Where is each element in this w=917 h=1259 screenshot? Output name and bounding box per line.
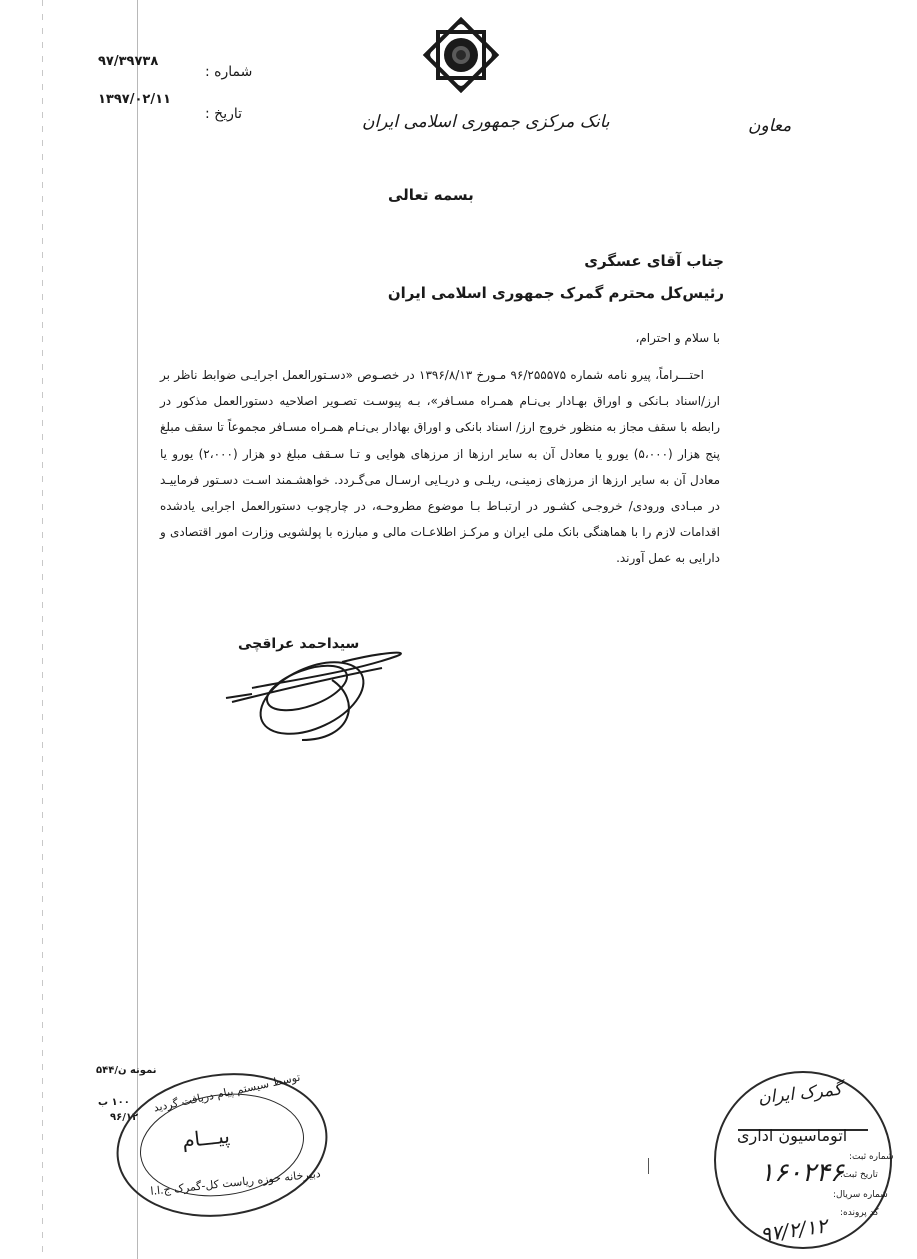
- file-code-value: ۹۷/۲/۱۲: [758, 1213, 829, 1247]
- stamp-center-word: پیـــام: [180, 1123, 231, 1153]
- bank-name: بانک مرکزی جمهوری اسلامی ایران: [362, 112, 610, 132]
- reg-no-label: شماره ثبت:: [849, 1152, 894, 1162]
- stamp-ring-text: توسط سیستم پیام دریافت گردید: [152, 1070, 302, 1115]
- central-bank-logo-icon: [420, 14, 502, 96]
- letter-number-label: شماره :: [205, 64, 253, 80]
- stamp-code-line: ۱۰۰ ب: [98, 1097, 130, 1108]
- automation-stamp-title: اتوماسیون اداری: [737, 1126, 848, 1145]
- serial-label: شماره سریال:: [833, 1190, 888, 1200]
- stamp-form-code: نمونه ن/۵۴۴: [96, 1065, 157, 1076]
- signatory-name: سیداحمد عراقچی: [238, 636, 360, 652]
- reg-no-value: ۱۶۰۲۴۶: [760, 1158, 844, 1188]
- greeting: با سلام و احترام،: [635, 331, 720, 345]
- reg-date-label: تاریخ ثبت:: [840, 1170, 878, 1180]
- letter-date-value: ۱۳۹۷/۰۲/۱۱: [98, 92, 171, 107]
- automation-stamp-top: گمرک ایران: [757, 1079, 843, 1109]
- recipient-name: جناب آقای عسگری: [584, 252, 724, 270]
- letter-date-label: تاریخ :: [205, 106, 243, 122]
- stamp-code-line-2: ۹۶/۱۲: [110, 1112, 139, 1123]
- letter-body: [160, 362, 720, 572]
- invocation: بسمه تعالی: [388, 186, 474, 204]
- recipient-title: رئیس‌کل محترم گمرک جمهوری اسلامی ایران: [387, 284, 724, 302]
- deputy-label: معاون: [748, 116, 792, 136]
- handwritten-signature: [212, 640, 412, 750]
- letter-number-value: ۹۷/۳۹۷۳۸: [98, 54, 159, 69]
- stamp-bottom-ring: دبیرخانه حوزه ریاست کل-گمرک ج.ا.ا: [149, 1167, 322, 1198]
- file-code-label: کد پرونده:: [840, 1208, 879, 1218]
- tick-mark: [648, 1158, 649, 1174]
- page-edge-line: [42, 0, 43, 1259]
- body-paragraph: احتـــراماً، پیرو نامه شماره ۹۶/۲۵۵۵۷۵ مـورخ ۱۳۹۶/۸/۱۳ در خصـوص «دسـتورالعمل اجرایـی ضوابط ناظر بر ارز/اسناد بـانکی و اوراق بهـادار بی‌نـام همـراه مسـافر»، بـه پیوسـت تصـویر اصلاحیه دستورالعمل مذکور در رابطه با سقف مجاز به منظور خروج ارز/ اسناد بانکی و اوراق بهادار بی‌نـام همـراه مسـافر مجموعاً تا سقف مبلغ پنج هزار (۵،۰۰۰) یورو یا معادل آن به سایر ارزها از مرزهای هوایی و تـا سـقف مبلغ دو هزار (۲،۰۰۰) یورو یا معادل آن به سایر ارزها از مرزهای زمینـی، ریلـی و دریـایی ارسـال می‌گـردد. خواهشـمند اسـت دسـتور فرماییـد در مبـادی ورودی/ خروجـی کشـور در ارتبـاط بـا موضوع مطروحـه، در چارچوب دستورالعمل اجرایی یادشده اقدامات لازم را با هماهنگی بانک ملی ایران و مرکـز اطلاعـات مالی و مبارزه با پولشویی وزارت امور اقتصادی و دارایی به عمل آورند.: [160, 368, 720, 566]
